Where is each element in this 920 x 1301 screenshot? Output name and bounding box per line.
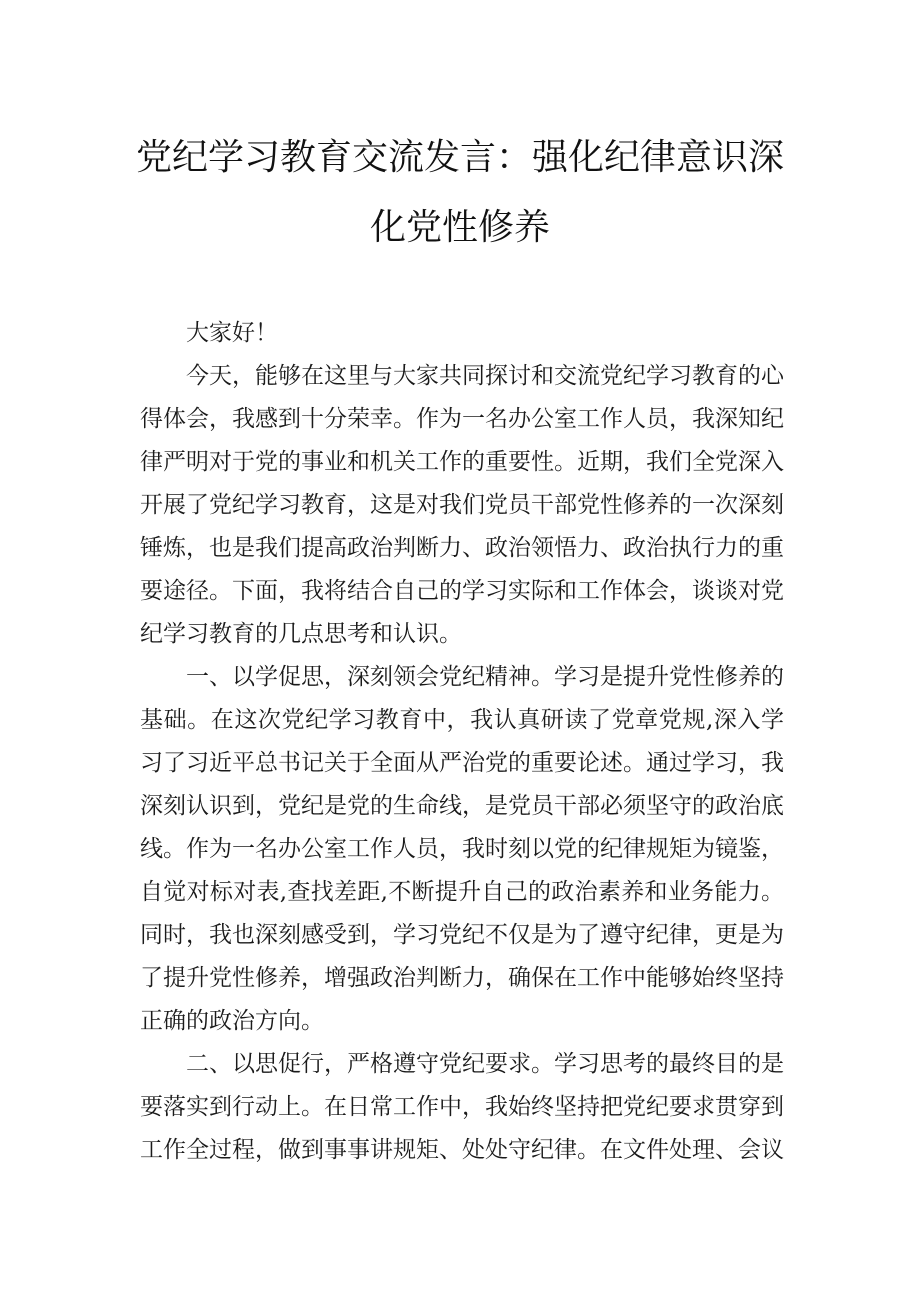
body-line: 基础。在这次党纪学习教育中，我认真研读了党章党规,深入学 xyxy=(140,707,784,733)
body-line: 大家好！ xyxy=(186,320,278,346)
body-line: 深刻认识到，党纪是党的生命线，是党员干部必须坚守的政治底 xyxy=(140,793,784,819)
body-line: 纪学习教育的几点思考和认识。 xyxy=(140,621,462,647)
body-line: 要途径。下面，我将结合自己的学习实际和工作体会，谈谈对党 xyxy=(140,578,784,604)
body-line: 今天，能够在这里与大家共同探讨和交流党纪学习教育的心 xyxy=(186,363,784,389)
body-line: 得体会，我感到十分荣幸。作为一名办公室工作人员，我深知纪 xyxy=(140,406,784,432)
body-line: 了提升党性修养，增强政治判断力，确保在工作中能够始终坚持 xyxy=(140,965,784,991)
body-line: 律严明对于党的事业和机关工作的重要性。近期，我们全党深入 xyxy=(140,449,784,475)
document-title-line-2: 化党性修养 xyxy=(369,207,550,248)
body-line: 锤炼，也是我们提高政治判断力、政治领悟力、政治执行力的重 xyxy=(140,535,784,561)
body-line: 自觉对标对表,查找差距,不断提升自己的政治素养和业务能力。 xyxy=(140,879,784,905)
document-title-line-1: 党纪学习教育交流发言：强化纪律意识深 xyxy=(135,137,784,178)
body-line: 二、以思促行，严格遵守党纪要求。学习思考的最终目的是 xyxy=(186,1051,784,1077)
body-line: 正确的政治方向。 xyxy=(140,1008,324,1034)
body-line: 开展了党纪学习教育，这是对我们党员干部党性修养的一次深刻 xyxy=(140,492,784,518)
body-line: 工作全过程，做到事事讲规矩、处处守纪律。在文件处理、会议 xyxy=(140,1137,784,1163)
document-body xyxy=(140,312,784,1172)
body-line: 一、以学促思，深刻领会党纪精神。学习是提升党性修养的 xyxy=(186,664,784,690)
body-line: 习了习近平总书记关于全面从严治党的重要论述。通过学习，我 xyxy=(140,750,784,776)
body-line: 同时，我也深刻感受到，学习党纪不仅是为了遵守纪律，更是为 xyxy=(140,922,784,948)
body-line: 要落实到行动上。在日常工作中，我始终坚持把党纪要求贯穿到 xyxy=(140,1094,784,1120)
body-line: 线。作为一名办公室工作人员，我时刻以党的纪律规矩为镜鉴， xyxy=(140,836,784,862)
